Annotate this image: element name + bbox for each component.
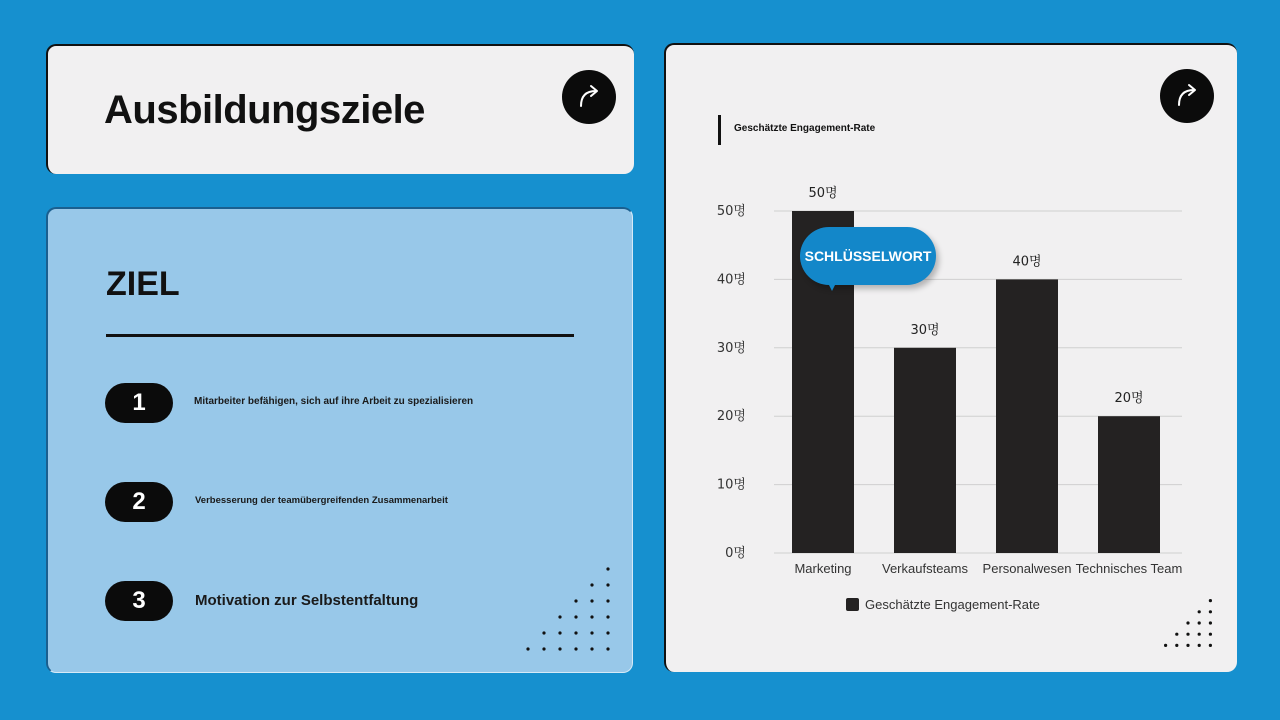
goal-text-1: Mitarbeiter befähigen, sich auf ihre Arbeit zu spezialisieren [194,396,474,407]
goal-text-3: Motivation zur Selbstentfaltung [195,592,419,609]
x-tick-label: Technisches Team [1075,561,1183,576]
data-label: 30명 [910,322,940,338]
x-tick-label: Marketing [794,561,852,576]
dot-pattern-decoration [1160,595,1216,651]
y-tick-label: 10명 [716,477,746,493]
y-tick-label: 20명 [716,409,746,425]
keyword-callout: SCHLÜSSELWORT [800,227,936,285]
chart-share-button[interactable] [1160,69,1214,123]
share-button[interactable] [562,70,616,124]
y-tick-label: 40명 [716,272,746,288]
chart-legend [846,597,1040,612]
data-label: 50명 [808,186,838,201]
curved-arrow-icon [1172,81,1202,111]
goals-heading: ZIEL [106,265,180,303]
curved-arrow-icon [574,82,604,112]
legend-swatch [846,598,859,611]
page-title: Ausbildungsziele [104,88,425,132]
goal-number-2: 2 [105,482,173,522]
goal-text-2: Verbesserung der teamübergreifenden Zusammenarbeit [195,495,448,506]
data-label: 40명 [1012,254,1042,270]
bar [996,279,1058,553]
chart-title: Geschätzte Engagement-Rate [734,123,876,134]
heading-divider [106,334,574,337]
goal-number-3: 3 [105,581,173,621]
dot-pattern-decoration [520,561,616,657]
chart-card [664,43,1237,672]
y-tick-label: 50명 [716,204,746,219]
bar [1098,416,1160,553]
y-tick-label: 0명 [725,546,746,561]
callout-tail [826,279,838,291]
title-card [46,44,634,174]
bar [894,348,956,553]
data-label: 20명 [1114,391,1144,407]
goals-card [46,207,633,673]
goal-number-1: 1 [105,383,173,423]
bar-chart [666,45,1237,672]
legend-label: Geschätzte Engagement-Rate [865,597,1040,612]
y-tick-label: 30명 [716,340,746,356]
x-tick-label: Verkaufsteams [882,561,968,576]
x-tick-label: Personalwesen [982,561,1072,576]
